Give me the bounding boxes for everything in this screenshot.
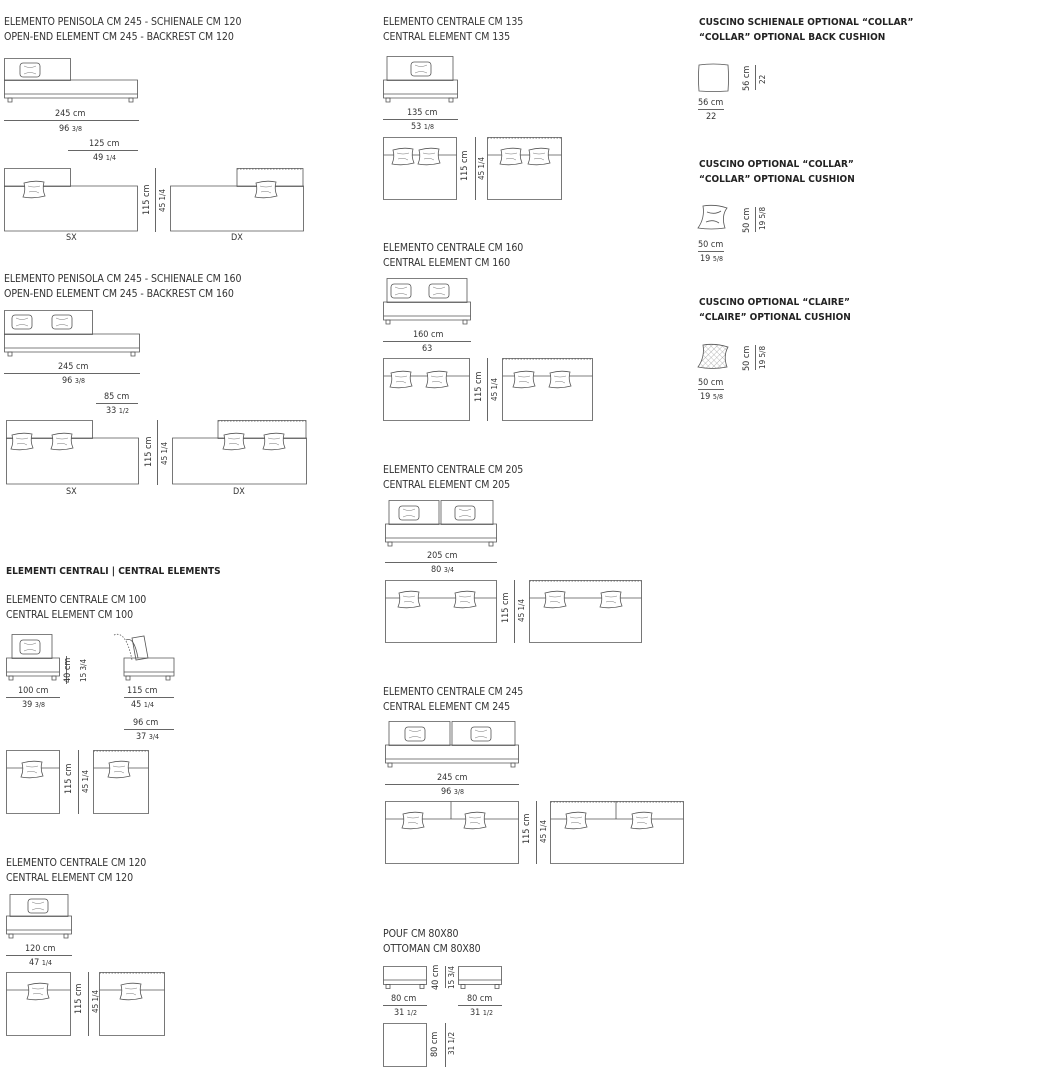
front-view bbox=[6, 634, 60, 684]
side-view bbox=[104, 630, 176, 686]
back-cushion-icon bbox=[698, 63, 730, 93]
dim-line bbox=[68, 150, 138, 151]
dim-in: 45 1/4 bbox=[477, 156, 486, 180]
dim-cm: 96 cm bbox=[133, 718, 159, 728]
dim-cm: 85 cm bbox=[104, 392, 130, 402]
plan-b bbox=[487, 137, 562, 200]
title-it: POUF CM 80X80 bbox=[383, 928, 459, 940]
label-sx: SX bbox=[66, 487, 77, 497]
dim-in: 15 3/4 bbox=[447, 965, 456, 989]
dim-cm: 40 cm bbox=[431, 964, 441, 990]
title-it: ELEMENTO CENTRALE CM 135 bbox=[383, 16, 524, 28]
label-sx: SX bbox=[66, 233, 77, 243]
dim-in: 47 1/4 bbox=[29, 958, 53, 968]
dim-in: 49 1/4 bbox=[93, 153, 117, 163]
dim-in: 19 5/8 bbox=[758, 206, 767, 230]
dim-cm: 50 cm bbox=[698, 240, 724, 250]
dim-line bbox=[6, 955, 72, 956]
dim-line-v bbox=[755, 345, 756, 370]
front-view bbox=[4, 58, 138, 104]
dim-in: 45 1/4 bbox=[158, 188, 167, 212]
front-view bbox=[383, 56, 458, 106]
title-it: ELEMENTO CENTRALE CM 100 bbox=[6, 594, 147, 606]
title-it: ELEMENTO CENTRALE CM 160 bbox=[383, 242, 524, 254]
dim-in: 45 1/4 bbox=[490, 377, 499, 401]
dim-in: 31 1/2 bbox=[470, 1008, 494, 1018]
title-it: CUSCINO SCHIENALE OPTIONAL “COLLAR” bbox=[699, 17, 914, 28]
dim-cm: 100 cm bbox=[18, 686, 49, 696]
dim-in: 22 bbox=[758, 74, 767, 84]
dim-in: 45 1/4 bbox=[517, 598, 526, 622]
dim-line bbox=[4, 120, 139, 121]
plan-a bbox=[6, 972, 71, 1036]
plan-b bbox=[99, 972, 165, 1036]
dim-cm: 50 cm bbox=[742, 207, 752, 233]
plan-dx bbox=[170, 168, 304, 232]
dim-in: 33 1/2 bbox=[106, 406, 130, 416]
plan-a bbox=[383, 137, 457, 200]
dim-in: 31 1/2 bbox=[394, 1008, 418, 1018]
front-view bbox=[4, 310, 140, 358]
dim-cm: 56 cm bbox=[698, 98, 724, 108]
dim-line bbox=[96, 403, 138, 404]
dim-line bbox=[4, 373, 140, 374]
dim-in: 53 1/8 bbox=[411, 122, 435, 132]
dim-cm: 120 cm bbox=[25, 944, 56, 954]
dim-cm: 115 cm bbox=[144, 436, 154, 467]
label-dx: DX bbox=[233, 487, 245, 497]
dim-line bbox=[6, 697, 60, 698]
pouf-front-b bbox=[458, 966, 502, 990]
title-en: “COLLAR” OPTIONAL CUSHION bbox=[699, 174, 855, 185]
plan-b bbox=[93, 750, 149, 814]
plan-b bbox=[550, 801, 684, 864]
dim-cm: 160 cm bbox=[413, 330, 444, 340]
dim-cm: 115 cm bbox=[127, 686, 158, 696]
title-en: “COLLAR” OPTIONAL BACK CUSHION bbox=[699, 32, 886, 43]
title-en: CENTRAL ELEMENT CM 100 bbox=[6, 609, 133, 621]
pouf-front-a bbox=[383, 966, 427, 990]
front-view bbox=[6, 894, 72, 944]
label-dx: DX bbox=[231, 233, 243, 243]
plan-dx bbox=[172, 420, 307, 485]
title-en: CENTRAL ELEMENT CM 160 bbox=[383, 257, 510, 269]
dim-cm: 115 cm bbox=[74, 983, 84, 1014]
title-en: OTTOMAN CM 80X80 bbox=[383, 943, 481, 955]
dim-cm: 80 cm bbox=[391, 994, 417, 1004]
dim-line-v bbox=[487, 358, 488, 421]
dim-line-v bbox=[755, 65, 756, 90]
dim-cm: 245 cm bbox=[55, 109, 86, 119]
dim-line-v bbox=[536, 801, 537, 864]
title-en: CENTRAL ELEMENT CM 135 bbox=[383, 31, 510, 43]
front-view bbox=[385, 721, 519, 771]
title-it: CUSCINO OPTIONAL “COLLAR” bbox=[699, 159, 854, 170]
title-it: ELEMENTO CENTRALE CM 120 bbox=[6, 857, 147, 869]
dim-cm: 80 cm bbox=[467, 994, 493, 1004]
dim-cm: 115 cm bbox=[64, 763, 74, 794]
front-view bbox=[385, 500, 497, 550]
dim-in: 96 3/8 bbox=[441, 787, 465, 797]
dim-line-v bbox=[88, 972, 89, 1036]
dim-in: 39 3/8 bbox=[22, 700, 46, 710]
dim-in: 96 3/8 bbox=[62, 376, 86, 386]
title-it: ELEMENTO PENISOLA CM 245 - SCHIENALE CM 120 bbox=[4, 16, 242, 28]
dim-cm: 135 cm bbox=[407, 108, 438, 118]
dim-in: 37 3/4 bbox=[136, 732, 160, 742]
plan-a bbox=[383, 358, 470, 421]
dim-in: 45 1/4 bbox=[539, 819, 548, 843]
dim-line bbox=[698, 109, 724, 110]
dim-cm: 115 cm bbox=[501, 592, 511, 623]
title-it: ELEMENTO PENISOLA CM 245 - SCHIENALE CM 160 bbox=[4, 273, 242, 285]
dim-in: 45 1/4 bbox=[81, 769, 90, 793]
dim-line bbox=[383, 119, 458, 120]
dim-in: 19 5/8 bbox=[700, 254, 724, 264]
dim-cm: 115 cm bbox=[142, 184, 152, 215]
pouf-plan bbox=[383, 1023, 427, 1067]
dim-line-v bbox=[78, 750, 79, 814]
dim-line bbox=[698, 251, 724, 252]
dim-in: 19 5/8 bbox=[758, 345, 767, 369]
dim-in: 31 1/2 bbox=[447, 1031, 456, 1055]
title-it: ELEMENTO CENTRALE CM 205 bbox=[383, 464, 524, 476]
dim-in: 63 bbox=[422, 344, 433, 354]
dim-line bbox=[385, 784, 519, 785]
title-it: ELEMENTO CENTRALE CM 245 bbox=[383, 686, 524, 698]
dim-line-v bbox=[514, 580, 515, 643]
dim-cm: 40 cm bbox=[63, 657, 73, 683]
dim-cm: 115 cm bbox=[522, 813, 532, 844]
dim-in: 19 5/8 bbox=[700, 392, 724, 402]
title-it: CUSCINO OPTIONAL “CLAIRE” bbox=[699, 297, 850, 308]
dim-cm: 115 cm bbox=[460, 150, 470, 181]
dim-line-v bbox=[155, 168, 156, 232]
title-en: CENTRAL ELEMENT CM 245 bbox=[383, 701, 510, 713]
dim-in: 45 1/4 bbox=[91, 989, 100, 1013]
dim-cm: 56 cm bbox=[742, 65, 752, 91]
dim-cm: 125 cm bbox=[89, 139, 120, 149]
title-en: CENTRAL ELEMENT CM 205 bbox=[383, 479, 510, 491]
collar-cushion-icon bbox=[697, 204, 729, 232]
dim-cm: 115 cm bbox=[474, 371, 484, 402]
title-en: OPEN-END ELEMENT CM 245 - BACKREST CM 120 bbox=[4, 31, 234, 43]
dim-in: 45 1/4 bbox=[131, 700, 155, 710]
plan-sx bbox=[4, 168, 138, 232]
dim-line bbox=[698, 389, 724, 390]
dim-cm: 245 cm bbox=[437, 773, 468, 783]
dim-in: 45 1/4 bbox=[160, 441, 169, 465]
dim-line bbox=[385, 562, 497, 563]
dim-in: 80 3/4 bbox=[431, 565, 455, 575]
plan-a bbox=[6, 750, 60, 814]
title-en: OPEN-END ELEMENT CM 245 - BACKREST CM 160 bbox=[4, 288, 234, 300]
title-en: “CLAIRE” OPTIONAL CUSHION bbox=[699, 312, 851, 323]
dim-cm: 205 cm bbox=[427, 551, 458, 561]
dim-cm: 50 cm bbox=[742, 345, 752, 371]
dim-line-v bbox=[157, 420, 158, 485]
dim-line bbox=[458, 1005, 502, 1006]
plan-b bbox=[529, 580, 642, 643]
dim-cm: 50 cm bbox=[698, 378, 724, 388]
plan-a bbox=[385, 580, 497, 643]
dim-line bbox=[124, 729, 174, 730]
dim-cm: 80 cm bbox=[430, 1031, 440, 1057]
dim-in: 15 3/4 bbox=[79, 658, 88, 682]
plan-sx bbox=[6, 420, 139, 485]
dim-line-v bbox=[755, 207, 756, 232]
dim-line bbox=[124, 697, 174, 698]
dim-line bbox=[383, 341, 471, 342]
front-view bbox=[383, 278, 471, 328]
title-en: CENTRAL ELEMENT CM 120 bbox=[6, 872, 133, 884]
plan-b bbox=[502, 358, 593, 421]
claire-cushion-icon bbox=[697, 343, 731, 371]
central-elements-header: ELEMENTI CENTRALI | CENTRAL ELEMENTS bbox=[6, 566, 221, 577]
plan-a bbox=[385, 801, 519, 864]
dim-cm: 245 cm bbox=[58, 362, 89, 372]
dim-line bbox=[383, 1005, 427, 1006]
dim-in: 22 bbox=[706, 112, 717, 122]
dim-in: 96 3/8 bbox=[59, 124, 83, 134]
